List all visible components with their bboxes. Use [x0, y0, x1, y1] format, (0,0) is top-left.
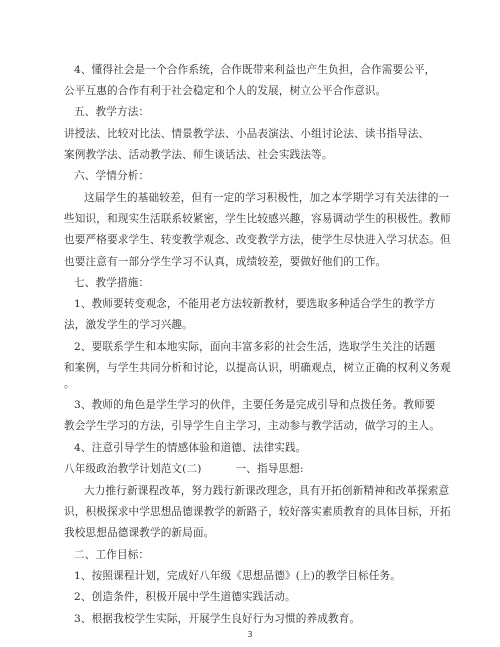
text-line: 教会学生学习的方法，引导学生自主学习，主动参与教学活动，做学习的主人。	[64, 420, 441, 432]
section-heading: 二、工作目标：	[74, 549, 150, 561]
text-line: 我校思想品德课教学的新局面。	[64, 527, 215, 539]
text-line: 大力推行新课程改革，努力践行新课改理念，具有开拓创新精神和改革探索意	[84, 485, 450, 497]
section-heading: 一、指导思想:	[235, 463, 304, 475]
text-line: 和案例，与学生共同分析和讨论，以提高认识，明确观点，树立正确的权利义务观	[64, 362, 451, 374]
title-line	[64, 463, 500, 476]
text-line: 4、懂得社会是一个合作系统，合作既带来利益也产生负担，合作需要公平，	[74, 64, 436, 76]
text-line: 2、要联系学生和本地实际，面向丰富多彩的社会生活，选取学生关注的话题	[74, 341, 436, 353]
text-line: 讲授法、比较对比法、情景教学法、小品表演法、小组讨论法、读书指导法、	[64, 128, 430, 140]
text-line: 法，激发学生的学习兴趣。	[64, 319, 193, 331]
text-line: 识，积极探求中学思想品德课教学的新路子，较好落实素质教育的具体目标，开拓	[64, 506, 451, 518]
text-line: 2、创造条件，积极开展中学生道德实践活动。	[74, 591, 296, 603]
text-line: 公平互惠的合作有利于社会稳定和个人的发展，树立公平合作意识。	[64, 85, 387, 97]
text-line: 些知识，和现实生活联系较紧密，学生比较感兴趣，容易调动学生的积极性。教师	[64, 213, 451, 225]
page-number: 3	[247, 630, 253, 639]
document-title: 八年级政治教学计划范文(二)	[64, 463, 202, 475]
text-line: 3、根据我校学生实际，开展学生良好行为习惯的养成教育。	[74, 613, 361, 625]
text-line: 也要严格要求学生、转变教学观念、改变教学方法，使学生尽快进入学习状态。但	[64, 234, 451, 246]
text-line: 案例教学法、活动教学法、师生谈话法、社会实践法等。	[64, 149, 333, 161]
section-heading: 五、教学方法：	[74, 106, 150, 118]
text-line: 4、注意引导学生的情感体验和道德、法律实践。	[74, 442, 307, 454]
section-heading: 六、学情分析：	[74, 170, 150, 182]
text-line: 1、教师要转变观念，不能用老方法较新教材，要选取多种适合学生的教学方	[74, 298, 436, 310]
text-line: 。	[64, 378, 75, 390]
text-line: 这届学生的基础较差，但有一定的学习积极性，加之本学期学习有关法律的一	[84, 192, 450, 204]
text-line: 也要注意有一部分学生学习不认真，成绩较差，要做好他们的工作。	[64, 256, 387, 268]
text-line: 1、按照课程计划，完成好八年级《思想品德》(上)的教学目标任务。	[74, 570, 402, 582]
section-heading: 七、教学措施：	[74, 277, 150, 289]
text-line: 3、教师的角色是学生学习的伙伴，主要任务是完成引导和点拨任务。教师要	[74, 399, 436, 411]
